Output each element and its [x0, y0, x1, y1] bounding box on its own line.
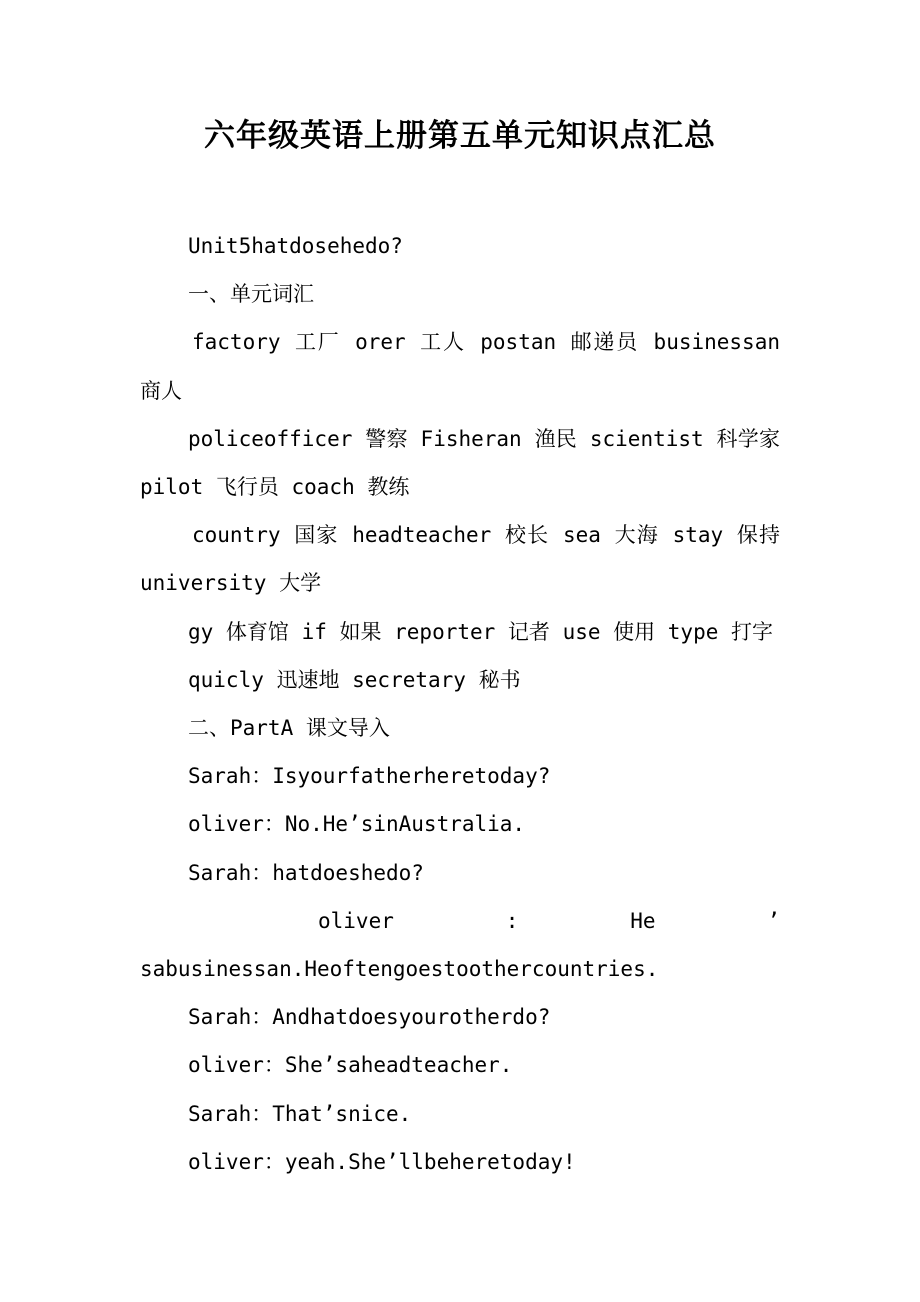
section-heading-vocabulary: 一、单元词汇	[188, 282, 314, 307]
dialogue-line: oliver：She’saheadteacher.	[188, 1053, 513, 1078]
dialogue-line: Sarah：That’snice.	[188, 1101, 412, 1126]
vocab-paragraph-4: gy 体育馆 if 如果 reporter 记者 use 使用 type 打字	[188, 619, 774, 644]
dialogue-line-continuation: sabusinessan.Heoftengoestoothercountries.	[140, 957, 659, 982]
vocab-paragraph-5: quicly 迅速地 secretary 秘书	[188, 667, 521, 692]
dialogue-line: Sarah：Andhatdoesyourotherdo?	[188, 1005, 551, 1030]
dialogue-line-spread: oliver : He ’	[318, 908, 780, 933]
dialogue-line: Sarah：Isyourfatherheretoday?	[188, 764, 551, 789]
dialogue-line: Sarah：hatdoeshedo?	[188, 860, 424, 885]
dialogue-line: oliver：No.He’sinAustralia.	[188, 812, 526, 837]
document-body	[140, 222, 793, 1186]
document-title: 六年级英语上册第五单元知识点汇总	[204, 118, 716, 154]
vocab-paragraph-3: country 国家 headteacher 校长 sea 大海 stay 保持 university 大学	[140, 523, 793, 596]
unit-title: Unit5hatdosehedo?	[188, 234, 403, 258]
dialogue-line: oliver：yeah.She’llbeheretoday!	[188, 1149, 576, 1174]
section-heading-parta: 二、PartA 课文导入	[188, 716, 390, 741]
vocab-paragraph-1: factory 工厂 orer 工人 postan 邮递员 businessan 商人	[140, 330, 793, 403]
vocab-paragraph-2: policeofficer 警察 Fisheran 渔民 scientist 科学家 pilot 飞行员 coach 教练	[140, 426, 793, 500]
